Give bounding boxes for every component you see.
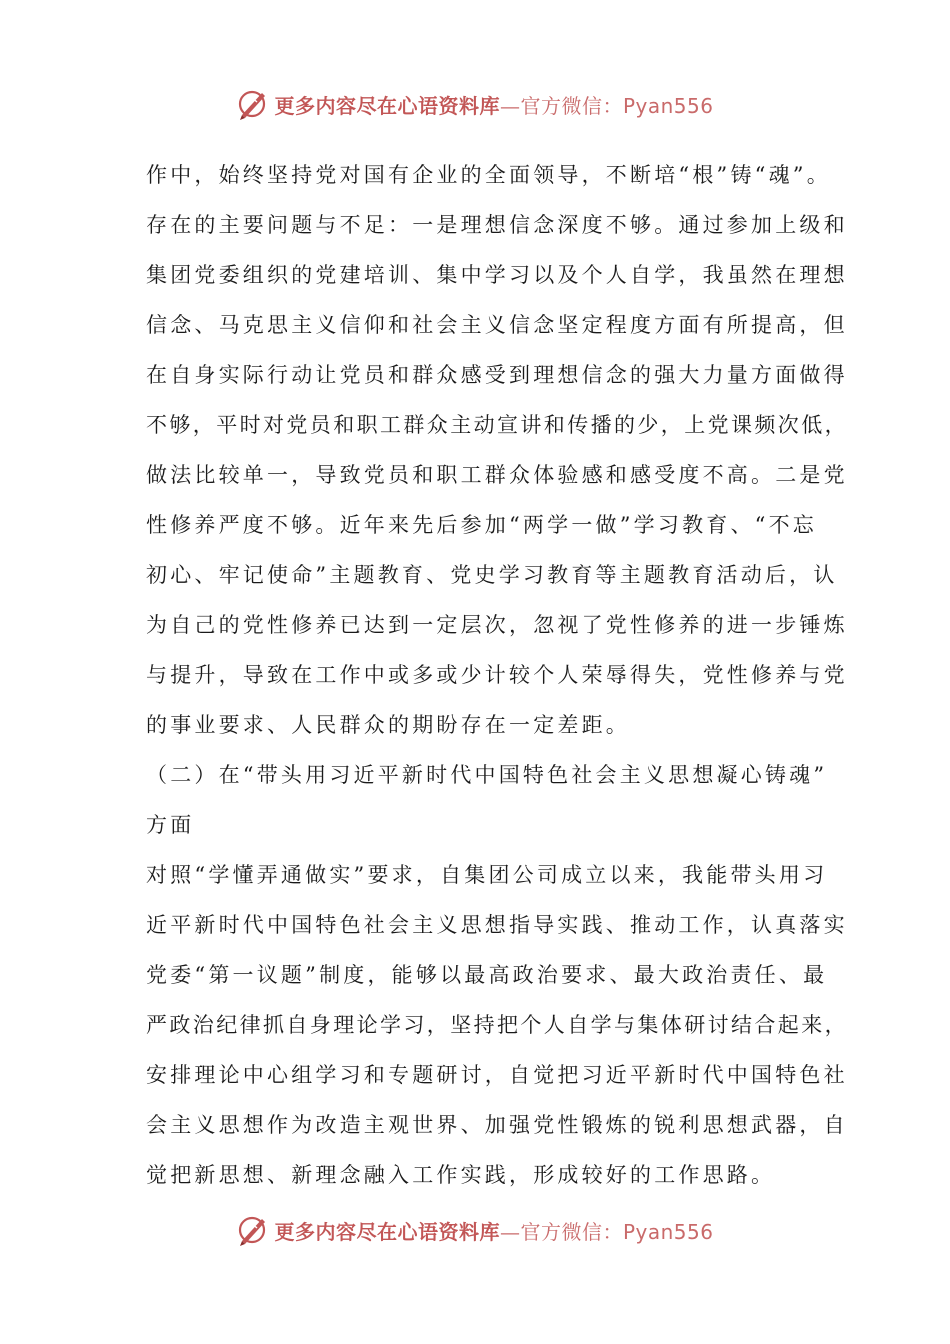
body-line: 信念、马克思主义信仰和社会主义信念坚定程度方面有所提高，但 [146, 313, 848, 337]
body-line: 会主义思想作为改造主观世界、加强党性锻炼的锐利思想武器，自 [146, 1113, 848, 1137]
banner-text [274, 90, 713, 119]
body-line: 严政治纪律抓自身理论学习，坚持把个人自学与集体研讨结合起来， [146, 1013, 848, 1037]
body-line: 存在的主要问题与不足：一是理想信念深度不够。通过参加上级和 [146, 213, 848, 237]
banner-suffix: 官方微信：Pyan556 [520, 1219, 714, 1244]
header-banner [0, 82, 950, 126]
body-line: 集团党委组织的党建培训、集中学习以及个人自学，我虽然在理想 [146, 263, 848, 287]
body-line: 近平新时代中国特色社会主义思想指导实践、推动工作，认真落实 [146, 913, 848, 937]
pen-logo-icon [236, 87, 270, 121]
pen-logo-icon [236, 1213, 270, 1247]
footer-banner [0, 1208, 950, 1252]
banner-text [274, 1216, 713, 1245]
body-line: 为自己的党性修养已达到一定层次，忽视了党性修养的进一步锤炼 [146, 613, 848, 637]
banner-suffix: 官方微信：Pyan556 [520, 93, 714, 118]
banner-prefix: 更多内容尽在心语资料库 [274, 93, 500, 118]
banner-dash: — [499, 1219, 521, 1244]
body-line: 不够，平时对党员和职工群众主动宣讲和传播的少，上党课频次低， [146, 413, 848, 437]
body-line: 初心、牢记使命”主题教育、党史学习教育等主题教育活动后，认 [146, 563, 838, 587]
document-body [146, 150, 848, 1200]
body-line: 的事业要求、人民群众的期盼存在一定差距。 [146, 713, 630, 737]
body-line: 性修养严度不够。近年来先后参加“两学一做”学习教育、“不忘 [146, 513, 818, 537]
body-line: 对照“学懂弄通做实”要求，自集团公司成立以来，我能带头用习 [146, 863, 828, 887]
section-heading-cont: 方面 [146, 813, 195, 837]
body-line: 党委“第一议题”制度，能够以最高政治要求、最大政治责任、最 [146, 963, 828, 987]
body-line: 与提升，导致在工作中或多或少计较个人荣辱得失，党性修养与党 [146, 663, 848, 687]
body-line: 在自身实际行动让党员和群众感受到理想信念的强大力量方面做得 [146, 363, 848, 387]
body-line: 做法比较单一，导致党员和职工群众体验感和感受度不高。二是党 [146, 463, 848, 487]
body-line: 觉把新思想、新理念融入工作实践，形成较好的工作思路。 [146, 1163, 776, 1187]
body-line: 作中，始终坚持党对国有企业的全面领导，不断培“根”铸“魂”。 [146, 163, 831, 187]
banner-dash: — [499, 93, 521, 118]
body-line: 安排理论中心组学习和专题研讨，自觉把习近平新时代中国特色社 [146, 1063, 848, 1087]
section-heading: （二）在“带头用习近平新时代中国特色社会主义思想凝心铸魂” [146, 763, 828, 787]
banner-prefix: 更多内容尽在心语资料库 [274, 1219, 500, 1244]
